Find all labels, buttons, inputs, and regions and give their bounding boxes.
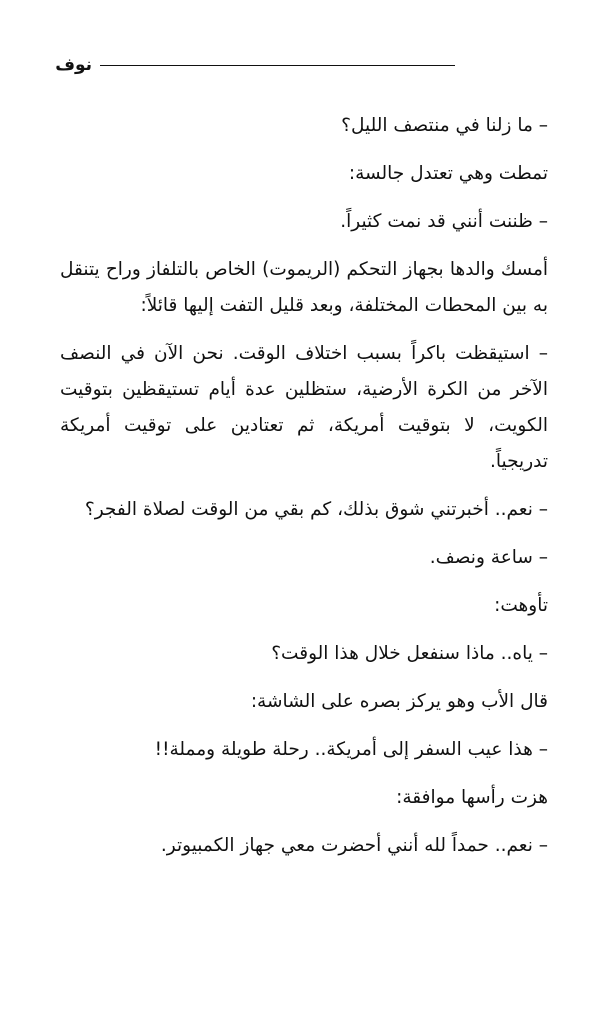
paragraph: – نعم.. حمداً لله أنني أحضرت معي جهاز الكمبيوتر. bbox=[160, 835, 548, 856]
paragraph: – ظننت أنني قد نمت كثيراً. bbox=[340, 211, 548, 232]
paragraph: تمطت وهي تعتدل جالسة: bbox=[348, 163, 548, 184]
paragraph: – ما زلنا في منتصف الليل؟ bbox=[341, 115, 548, 136]
header-title: نوف bbox=[55, 55, 92, 75]
paragraph: – استيقظت باكراً بسبب اختلاف الوقت. نحن الآن في النصف الآخر من الكرة الأرضية، ستظلين عدة أيام تستيقظين بتوقيت الكويت، لا بتوقيت أمريكة، ثم تعتادين على توقيت أمريكة تدريجياً. bbox=[60, 343, 548, 472]
header-rule bbox=[100, 65, 455, 66]
page-body bbox=[60, 108, 548, 876]
paragraph: – نعم.. أخبرتني شوق بذلك، كم بقي من الوقت لصلاة الفجر؟ bbox=[84, 499, 548, 520]
paragraph: أمسك والدها بجهاز التحكم (الريموت) الخاص بالتلفاز وراح يتنقل به بين المحطات المختلفة، وبعد قليل التفت إليها قائلاً: bbox=[60, 259, 548, 316]
paragraph: – ساعة ونصف. bbox=[429, 547, 548, 568]
paragraph: – ياه.. ماذا سنفعل خلال هذا الوقت؟ bbox=[271, 643, 548, 664]
paragraph: هزت رأسها موافقة: bbox=[396, 787, 548, 808]
paragraph: – هذا عيب السفر إلى أمريكة.. رحلة طويلة ومملة!! bbox=[154, 739, 548, 760]
paragraph: تأوهت: bbox=[494, 595, 548, 616]
paragraph: قال الأب وهو يركز بصره على الشاشة: bbox=[250, 691, 548, 712]
running-header bbox=[55, 50, 460, 80]
